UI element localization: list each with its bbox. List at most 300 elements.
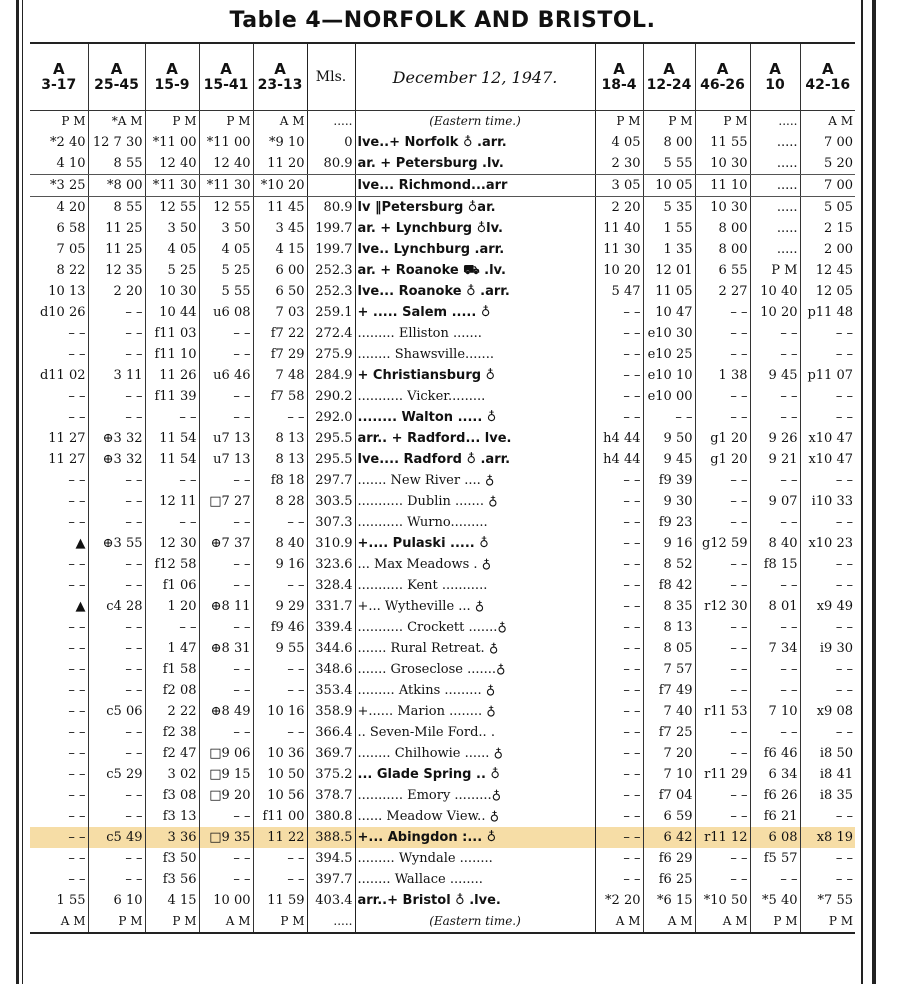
time-cell: 11 10 xyxy=(695,175,750,197)
miles-cell: 292.0 xyxy=(307,407,355,428)
time-cell: – – xyxy=(68,788,86,803)
timetable-row xyxy=(30,638,855,659)
time-cell: 8 13 xyxy=(643,617,695,638)
time-cell: d11 02 xyxy=(39,368,86,383)
time-cell: 5 55 xyxy=(199,281,253,302)
time-cell: – – xyxy=(800,323,855,344)
time-cell: – – xyxy=(750,617,800,638)
time-cell: 8 35 xyxy=(643,596,695,617)
time-cell: 7 34 xyxy=(750,638,800,659)
time-cell: 10 30 xyxy=(145,281,199,302)
time-cell: – – xyxy=(695,638,750,659)
timetable-row xyxy=(30,806,855,827)
time-cell: f11 10 xyxy=(145,344,199,365)
time-cell: 1 55 xyxy=(643,218,695,239)
time-cell: 6 55 xyxy=(695,260,750,281)
timetable-row xyxy=(30,722,855,743)
time-cell: e10 30 xyxy=(643,323,695,344)
time-cell: 5 55 xyxy=(643,153,695,175)
time-cell: – – xyxy=(750,512,800,533)
time-cell: *5 40 xyxy=(750,890,800,911)
time-cell: P M xyxy=(199,111,253,133)
time-cell: – – xyxy=(199,848,253,869)
time-cell: r12 30 xyxy=(695,596,750,617)
timetable-row xyxy=(30,743,855,764)
time-cell: – – xyxy=(750,722,800,743)
time-cell: f2 47 xyxy=(145,743,199,764)
time-cell: f1 06 xyxy=(145,575,199,596)
timetable-row xyxy=(30,449,855,470)
time-cell: f7 22 xyxy=(253,323,307,344)
time-cell: – – xyxy=(800,680,855,701)
time-cell: – – xyxy=(695,806,750,827)
time-cell: 4 05 xyxy=(145,239,199,260)
time-cell: – – xyxy=(800,722,855,743)
time-cell: 4 10 xyxy=(30,153,88,175)
col-header-10: A 10 xyxy=(750,43,800,111)
miles-cell: 339.4 xyxy=(307,617,355,638)
time-cell: – – xyxy=(595,407,643,428)
timetable-row xyxy=(30,596,855,617)
time-cell: g1 20 xyxy=(695,428,750,449)
time-cell: 12 40 xyxy=(199,153,253,175)
time-cell: f8 15 xyxy=(750,554,800,575)
time-cell: P M xyxy=(88,911,145,933)
timetable-row xyxy=(30,512,855,533)
time-cell: 5 35 xyxy=(643,197,695,219)
time-cell: 11 40 xyxy=(595,218,643,239)
time-cell: 3 45 xyxy=(253,218,307,239)
timetable-row xyxy=(30,302,855,323)
time-cell: – – xyxy=(199,470,253,491)
time-cell: – – xyxy=(68,746,86,761)
time-cell: – – xyxy=(68,410,86,425)
time-cell: – – xyxy=(88,407,145,428)
time-cell: 10 47 xyxy=(643,302,695,323)
miles-cell: 331.7 xyxy=(307,596,355,617)
timetable-row xyxy=(30,659,855,680)
time-cell: 8 40 xyxy=(750,533,800,554)
station-cell: lve... Richmond...arr xyxy=(355,175,595,197)
time-cell: *A M xyxy=(88,111,145,133)
time-cell: – – xyxy=(68,557,86,572)
time-cell: ⊕3 32 xyxy=(88,449,145,470)
time-cell: – – xyxy=(750,386,800,407)
time-cell: – – xyxy=(68,662,86,677)
time-cell: 10 05 xyxy=(643,175,695,197)
station-cell: ........ Wallace ........ xyxy=(355,869,595,890)
station-cell: ......... Elliston ....... xyxy=(355,323,595,344)
station-cell: ....... New River .... ♁ xyxy=(355,470,595,491)
time-cell: h4 44 xyxy=(595,428,643,449)
time-cell: – – xyxy=(595,659,643,680)
time-cell: – – xyxy=(595,806,643,827)
time-cell: – – xyxy=(68,704,86,719)
time-cell: 4 05 xyxy=(595,132,643,153)
col-header-46-26: A 46-26 xyxy=(695,43,750,111)
time-cell: 12 11 xyxy=(145,491,199,512)
col-header-12-24: A 12-24 xyxy=(643,43,695,111)
time-cell: f9 39 xyxy=(643,470,695,491)
timetable xyxy=(30,42,855,934)
time-cell: – – xyxy=(68,620,86,635)
station-cell: +... Wytheville ... ♁ xyxy=(355,596,595,617)
time-cell: 11 27 xyxy=(48,431,86,446)
right-border-rule-thick xyxy=(872,0,876,984)
time-cell: – – xyxy=(695,785,750,806)
time-cell: 3 50 xyxy=(199,218,253,239)
miles-cell: 358.9 xyxy=(307,701,355,722)
time-cell: ⊕3 32 xyxy=(88,428,145,449)
time-cell: 5 47 xyxy=(595,281,643,302)
time-cell: 10 36 xyxy=(253,743,307,764)
time-cell: – – xyxy=(595,617,643,638)
time-cell: – – xyxy=(695,617,750,638)
miles-cell: 303.5 xyxy=(307,491,355,512)
time-cell: P M xyxy=(145,911,199,933)
time-cell: 4 15 xyxy=(145,890,199,911)
time-cell: 11 59 xyxy=(253,890,307,911)
station-cell: ar. + Petersburg .lv. xyxy=(355,153,595,175)
time-cell: – – xyxy=(253,407,307,428)
time-cell: 7 10 xyxy=(750,701,800,722)
time-cell: 9 07 xyxy=(750,491,800,512)
time-cell: – – xyxy=(595,764,643,785)
time-cell: – – xyxy=(595,470,643,491)
time-cell: 8 00 xyxy=(695,218,750,239)
time-cell: d10 26 xyxy=(39,305,86,320)
time-cell: 9 29 xyxy=(253,596,307,617)
time-cell: – – xyxy=(68,347,86,362)
miles-cell: 403.4 xyxy=(307,890,355,911)
time-cell: 7 00 xyxy=(800,175,855,197)
time-cell: A M xyxy=(199,911,253,933)
time-cell: 1 47 xyxy=(145,638,199,659)
time-cell: – – xyxy=(750,659,800,680)
time-cell: x10 47 xyxy=(800,428,855,449)
timetable-row xyxy=(30,848,855,869)
time-cell: f6 21 xyxy=(750,806,800,827)
time-cell: – – xyxy=(68,473,86,488)
station-cell: ........... Wurno......... xyxy=(355,512,595,533)
station-cell: arr..+ Bristol ♁ .lve. xyxy=(355,890,595,911)
time-cell: 8 00 xyxy=(643,132,695,153)
station-cell: ........... Vicker......... xyxy=(355,386,595,407)
time-cell: – – xyxy=(595,596,643,617)
station-cell: +... Abingdon :... ♁ xyxy=(355,827,595,848)
time-cell: 10 30 xyxy=(695,153,750,175)
time-cell: □9 35 xyxy=(199,827,253,848)
time-cell: 9 50 xyxy=(643,428,695,449)
time-cell: – – xyxy=(595,575,643,596)
left-border-rule-thin xyxy=(22,0,23,984)
time-cell: 2 15 xyxy=(800,218,855,239)
col-header-15-9: A 15-9 xyxy=(145,43,199,111)
station-cell: ......... Wyndale ........ xyxy=(355,848,595,869)
time-cell: – – xyxy=(68,725,86,740)
col-header-18-4: A 18-4 xyxy=(595,43,643,111)
time-cell: f2 08 xyxy=(145,680,199,701)
time-cell: i9 30 xyxy=(800,638,855,659)
time-cell: *10 20 xyxy=(253,175,307,197)
time-cell: 6 59 xyxy=(643,806,695,827)
time-cell: 9 26 xyxy=(750,428,800,449)
time-cell: – – xyxy=(199,806,253,827)
time-cell: – – xyxy=(750,407,800,428)
time-cell: f6 26 xyxy=(750,785,800,806)
time-cell: c4 28 xyxy=(88,596,145,617)
time-cell: – – xyxy=(199,680,253,701)
timetable-row xyxy=(30,827,855,848)
miles-cell: 328.4 xyxy=(307,575,355,596)
time-cell: 9 16 xyxy=(643,533,695,554)
time-cell: 6 08 xyxy=(750,827,800,848)
station-cell: ....... Groseclose .......♁ xyxy=(355,659,595,680)
timetable-row xyxy=(30,323,855,344)
time-cell: – – xyxy=(595,869,643,890)
time-cell: 10 13 xyxy=(48,284,86,299)
time-cell: 7 05 xyxy=(56,242,86,257)
time-cell: 10 16 xyxy=(253,701,307,722)
col-header-23-13: A 23-13 xyxy=(253,43,307,111)
time-cell: *6 15 xyxy=(643,890,695,911)
time-cell: p11 48 xyxy=(800,302,855,323)
time-cell: 8 01 xyxy=(750,596,800,617)
timetable-row xyxy=(30,701,855,722)
time-cell: 7 48 xyxy=(253,365,307,386)
time-cell: – – xyxy=(68,326,86,341)
time-cell: – – xyxy=(199,407,253,428)
time-cell: ..... xyxy=(750,239,800,260)
time-cell: 10 20 xyxy=(595,260,643,281)
time-cell: – – xyxy=(800,407,855,428)
time-cell: ⊕8 11 xyxy=(199,596,253,617)
left-border-rule xyxy=(16,0,19,984)
station-cell: (Eastern time.) xyxy=(355,111,595,133)
time-cell: – – xyxy=(750,470,800,491)
time-cell: – – xyxy=(68,515,86,530)
time-cell: 11 26 xyxy=(145,365,199,386)
time-cell: 8 55 xyxy=(88,153,145,175)
time-cell: 11 25 xyxy=(88,218,145,239)
time-cell: ..... xyxy=(750,197,800,219)
station-cell: ...... Meadow View.. ♁ xyxy=(355,806,595,827)
timetable-row xyxy=(30,911,855,933)
timetable-row xyxy=(30,197,855,219)
time-cell: ⊕8 49 xyxy=(199,701,253,722)
station-cell: arr.. + Radford... lve. xyxy=(355,428,595,449)
right-border-rule xyxy=(861,0,863,984)
time-cell: – – xyxy=(199,575,253,596)
timetable-row xyxy=(30,533,855,554)
time-cell: 2 00 xyxy=(800,239,855,260)
time-cell: u6 46 xyxy=(199,365,253,386)
time-cell: – – xyxy=(30,827,88,848)
time-cell: – – xyxy=(595,512,643,533)
time-cell: – – xyxy=(88,512,145,533)
time-cell: P M xyxy=(643,111,695,133)
time-cell: *2 20 xyxy=(595,890,643,911)
time-cell: 12 30 xyxy=(145,533,199,554)
time-cell: f8 18 xyxy=(253,470,307,491)
time-cell: 10 20 xyxy=(750,302,800,323)
time-cell: – – xyxy=(800,806,855,827)
time-cell: r11 12 xyxy=(695,827,750,848)
time-cell: 12 45 xyxy=(800,260,855,281)
time-cell: 11 05 xyxy=(643,281,695,302)
time-cell: 10 44 xyxy=(145,302,199,323)
time-cell: – – xyxy=(199,659,253,680)
time-cell: ..... xyxy=(750,111,800,133)
miles-cell: 259.1 xyxy=(307,302,355,323)
time-cell: 7 20 xyxy=(643,743,695,764)
time-cell: – – xyxy=(88,785,145,806)
time-cell: ▲ xyxy=(75,599,86,614)
time-cell: e10 10 xyxy=(643,365,695,386)
time-cell: 11 45 xyxy=(253,197,307,219)
col-header-25-45: A 25-45 xyxy=(88,43,145,111)
station-cell: (Eastern time.) xyxy=(355,911,595,933)
timetable-row xyxy=(30,575,855,596)
miles-cell: 397.7 xyxy=(307,869,355,890)
time-cell: 11 22 xyxy=(253,827,307,848)
time-cell: – – xyxy=(199,344,253,365)
time-cell: 3 02 xyxy=(145,764,199,785)
time-cell: 3 11 xyxy=(88,365,145,386)
time-cell: – – xyxy=(595,680,643,701)
time-cell: *7 55 xyxy=(800,890,855,911)
time-cell: 5 25 xyxy=(199,260,253,281)
miles-cell: 199.7 xyxy=(307,239,355,260)
time-cell: 9 16 xyxy=(253,554,307,575)
time-cell: – – xyxy=(88,470,145,491)
time-cell: f7 49 xyxy=(643,680,695,701)
time-cell: x10 23 xyxy=(800,533,855,554)
miles-cell: 378.7 xyxy=(307,785,355,806)
station-cell: lve... Roanoke ♁ .arr. xyxy=(355,281,595,302)
station-cell: ......... Atkins ......... ♁ xyxy=(355,680,595,701)
time-cell: x9 08 xyxy=(800,701,855,722)
miles-cell: 199.7 xyxy=(307,218,355,239)
time-cell: – – xyxy=(199,722,253,743)
header-row xyxy=(30,43,855,111)
time-cell: 2 20 xyxy=(595,197,643,219)
time-cell: g12 59 xyxy=(695,533,750,554)
time-cell: 7 57 xyxy=(643,659,695,680)
time-cell: – – xyxy=(253,659,307,680)
time-cell: 12 01 xyxy=(643,260,695,281)
time-cell: f6 46 xyxy=(750,743,800,764)
time-cell: – – xyxy=(595,323,643,344)
miles-cell: 380.8 xyxy=(307,806,355,827)
time-cell: 6 42 xyxy=(643,827,695,848)
time-cell: *3 25 xyxy=(30,175,88,197)
time-cell: – – xyxy=(595,365,643,386)
time-cell: u7 13 xyxy=(199,449,253,470)
time-cell: P M xyxy=(253,911,307,933)
time-cell: f11 39 xyxy=(145,386,199,407)
time-cell: g1 20 xyxy=(695,449,750,470)
col-header-3-17: A 3-17 xyxy=(30,43,88,111)
station-cell: +.... Pulaski ..... ♁ xyxy=(355,533,595,554)
time-cell: x10 47 xyxy=(800,449,855,470)
time-cell: – – xyxy=(800,470,855,491)
time-cell: – – xyxy=(695,302,750,323)
time-cell: – – xyxy=(595,638,643,659)
time-cell: – – xyxy=(88,722,145,743)
time-cell: r11 29 xyxy=(695,764,750,785)
time-cell: ⊕3 55 xyxy=(88,533,145,554)
miles-cell: 80.9 xyxy=(307,197,355,219)
time-cell: – – xyxy=(253,680,307,701)
time-cell: f7 04 xyxy=(643,785,695,806)
time-cell: – – xyxy=(595,554,643,575)
time-cell: 11 30 xyxy=(595,239,643,260)
time-cell: – – xyxy=(88,659,145,680)
time-cell: f3 50 xyxy=(145,848,199,869)
station-cell: lv ‖Petersburg ♁ar. xyxy=(355,197,595,219)
time-cell: P M xyxy=(800,911,855,933)
time-cell: – – xyxy=(695,869,750,890)
time-cell: 9 45 xyxy=(643,449,695,470)
time-cell: 2 20 xyxy=(88,281,145,302)
time-cell: – – xyxy=(800,659,855,680)
time-cell: *11 30 xyxy=(145,175,199,197)
time-cell: – – xyxy=(145,617,199,638)
time-cell: – – xyxy=(88,743,145,764)
time-cell: 12 35 xyxy=(88,260,145,281)
time-cell: A M xyxy=(800,111,855,133)
timetable-row xyxy=(30,281,855,302)
time-cell: f3 13 xyxy=(145,806,199,827)
time-cell: i10 33 xyxy=(800,491,855,512)
miles-cell: 297.7 xyxy=(307,470,355,491)
station-cell: ....... Rural Retreat. ♁ xyxy=(355,638,595,659)
time-cell: – – xyxy=(750,323,800,344)
time-cell: – – xyxy=(695,344,750,365)
time-cell: □7 27 xyxy=(199,491,253,512)
miles-cell: 388.5 xyxy=(307,827,355,848)
time-cell: 8 13 xyxy=(253,428,307,449)
time-cell: f7 58 xyxy=(253,386,307,407)
time-cell: – – xyxy=(695,407,750,428)
time-cell: 10 56 xyxy=(253,785,307,806)
time-cell: 3 36 xyxy=(145,827,199,848)
time-cell: 7 10 xyxy=(643,764,695,785)
time-cell: f11 03 xyxy=(145,323,199,344)
time-cell: 12 55 xyxy=(199,197,253,219)
miles-cell: 366.4 xyxy=(307,722,355,743)
time-cell: – – xyxy=(88,806,145,827)
time-cell: i8 50 xyxy=(800,743,855,764)
station-cell: ........ Walton ..... ♁ xyxy=(355,407,595,428)
time-cell: f6 29 xyxy=(643,848,695,869)
time-cell: – – xyxy=(595,722,643,743)
time-cell: 10 40 xyxy=(750,281,800,302)
time-cell: – – xyxy=(145,470,199,491)
time-cell: – – xyxy=(800,344,855,365)
time-cell: – – xyxy=(695,554,750,575)
timetable-row xyxy=(30,428,855,449)
time-cell: 8 13 xyxy=(253,449,307,470)
time-cell: f9 23 xyxy=(643,512,695,533)
time-cell: – – xyxy=(88,848,145,869)
time-cell: 11 54 xyxy=(145,449,199,470)
miles-cell: ..... xyxy=(307,111,355,133)
time-cell: A M xyxy=(595,911,643,933)
time-cell: *11 30 xyxy=(199,175,253,197)
miles-cell: 394.5 xyxy=(307,848,355,869)
